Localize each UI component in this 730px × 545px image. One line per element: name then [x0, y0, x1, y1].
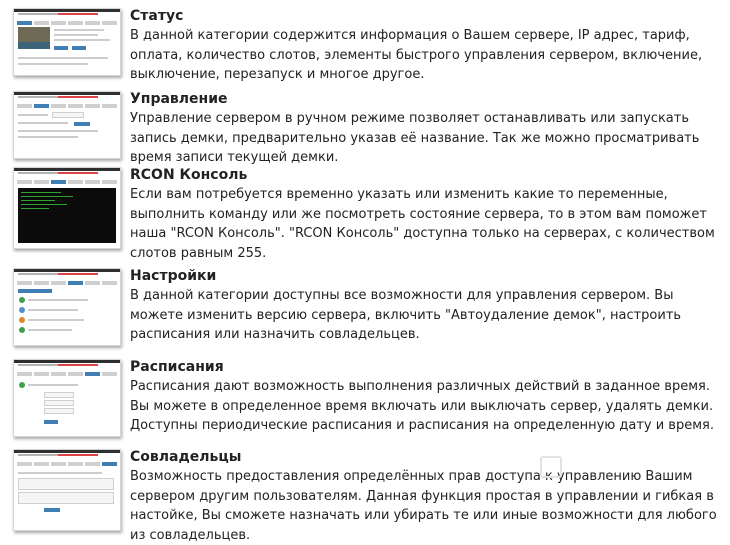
section-title: Статус [130, 8, 184, 24]
section-description: В данной категории содержится информация о Вашем сервере, IP адрес, тариф, оплата, количество слотов, элементы быстрого управления сервером, включение, выключение, перезапуск и многое другое. [130, 28, 703, 82]
section-description: Возможность предоставления определённых прав доступа к управлению Вашим сервером другим пользователям. Данная функция простая в управлении и гибкая в настойке, Вы сможете назначать или убирать те или иные возможности для любого из совладельцев. [130, 469, 717, 543]
watermark-logo-icon [540, 456, 562, 478]
section-title: Расписания [130, 359, 224, 375]
section-title: RCON Консоль [130, 167, 248, 183]
section-title: Совладельцы [130, 449, 242, 465]
section-description: Расписания дают возможность выполнения различных действий в заданное время. Вы можете в определенное время включать или выключать сервер, удалять демки. Доступны периодические расписания и расписания на определенную дату и время. [130, 379, 714, 433]
section-title: Управление [130, 91, 228, 107]
section-description: Если вам потребуется временно указать или изменить какие то переменные, выполнить команду или же посмотреть состояние сервера, то в этом вам поможет наша "RCON Консоль". "RCON Консоль" доступна только на серверах, с количеством слотов равным 255. [130, 187, 715, 261]
status-screenshot-icon[interactable] [13, 8, 121, 76]
section-description: Управление сервером в ручном режиме позволяет останавливать или запускать запись демки, предварительно указав её название. Так же можно просматривать время записи текущей демки. [130, 111, 700, 165]
settings-screenshot-icon[interactable] [13, 268, 121, 346]
section-description: В данной категории доступны все возможности для управления сервером. Вы можете изменить версию сервера, включить "Автоудаление демок", настроить расписания или назначить совладельцев. [130, 288, 682, 342]
co-owners-screenshot-icon[interactable] [13, 449, 121, 531]
control-screenshot-icon[interactable] [13, 91, 121, 159]
rcon-console-screenshot-icon[interactable] [13, 167, 121, 249]
schedules-screenshot-icon[interactable] [13, 359, 121, 437]
section-title: Настройки [130, 268, 217, 284]
